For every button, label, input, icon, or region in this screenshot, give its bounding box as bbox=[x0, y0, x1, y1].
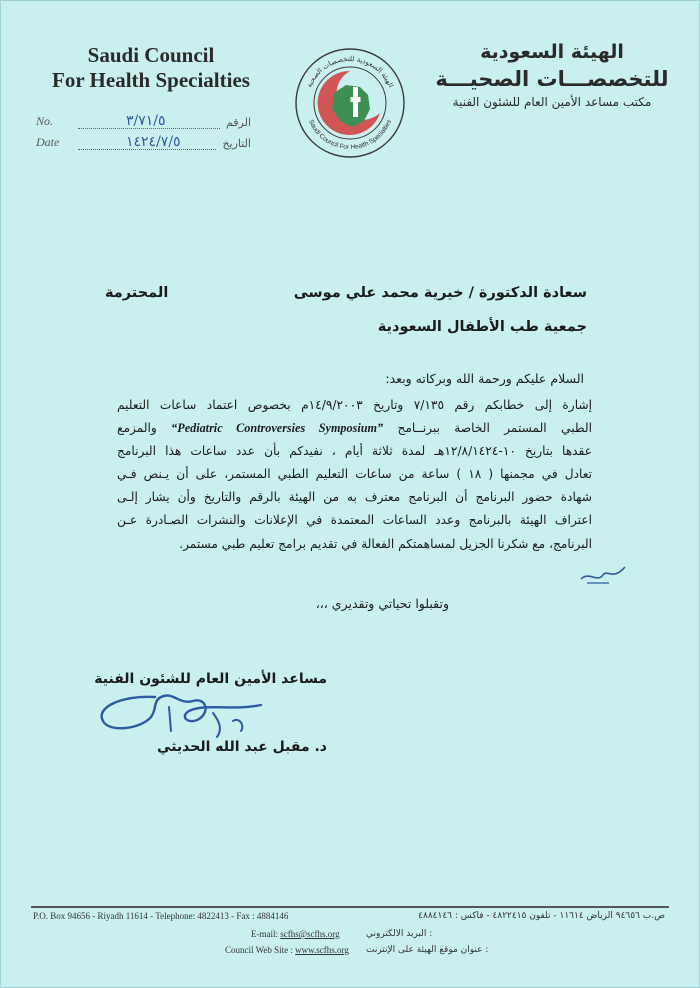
footer-email-label-ar: : البريد الالكتروني bbox=[366, 929, 433, 939]
org-name-arabic-line2: للتخصصـــات الصحيـــة bbox=[435, 67, 669, 91]
reference-date bbox=[36, 135, 251, 150]
footer-web-label-ar: : عنوان موقع الهيئة على الإنترنت bbox=[366, 945, 489, 955]
svg-text:الهيئة السعودية للتخصصات الصحي bbox=[305, 55, 394, 89]
org-name-arabic-line1: الهيئة السعودية bbox=[480, 41, 624, 63]
footer-address-ar: ص.ب ٩٤٦٥٦ الرياض ١١٦١٤ - تلفون ٤٨٢٢٤١٥ - فاكس : ٤٨٨٤١٤٦ bbox=[418, 911, 665, 921]
margin-annotation-icon bbox=[579, 561, 627, 587]
office-name: مكتب مساعد الأمين العام للشئون الفنية bbox=[452, 95, 652, 109]
date-label-ar: التاريخ bbox=[222, 137, 251, 150]
footer-website bbox=[225, 945, 349, 955]
footer-email-link[interactable]: scfhs@scfhs.org bbox=[280, 929, 340, 939]
ref-no-label-ar: الرقم bbox=[225, 116, 251, 129]
footer-web-link[interactable]: www.scfhs.org bbox=[295, 945, 349, 955]
ref-no-value: ٣/٧١/٥ bbox=[126, 113, 166, 129]
date-value: ١٤٢٤/٧/٥ bbox=[126, 134, 181, 150]
signatory-name: د. مقبل عبد الله الحديثي bbox=[157, 739, 327, 755]
body-line-7: البرنامج، مع شكرنا الجزيل لمساهمتكم الفعالة في تقديم برامج تعليم طبي مستمر. bbox=[179, 536, 592, 551]
footer-email bbox=[251, 929, 340, 939]
date-line bbox=[78, 135, 216, 150]
body-line-1: إشارة إلى خطابكم رقم ٧/١٣٥ وتاريخ ١٤/٩/٢٠٠٣م بخصوص اعتماد ساعات التعليم bbox=[117, 398, 592, 412]
body-line-3: عقدها بتاريخ ١٠-١٢/٨/١٤٢٤هـ لمدة ثلاثة أيام ، نفيدكم بأن عدد ساعات هذا البرنامج bbox=[117, 444, 592, 459]
closing: وتقبلوا تحياتي وتقديري ،،، bbox=[315, 596, 449, 611]
org-name-english-line1: Saudi Council bbox=[87, 43, 215, 67]
program-name: “Pediatric Controversies Symposium” bbox=[171, 421, 384, 436]
logo-ring-text-ar: الهيئة السعودية للتخصصات الصحية bbox=[305, 54, 395, 89]
body-line-6: اعتراف الهيئة بالبرنامج وعدد الساعات المعتمدة في الإعلانات والنشرات الصـادرة عـن bbox=[117, 513, 592, 528]
body-line-5: شهادة حضور البرنامج أن البرنامج معترف به من الهيئة بالرقم والتاريخ وأن يشار إلـى bbox=[117, 490, 592, 505]
council-logo-icon bbox=[294, 47, 406, 159]
footer-address-en: P.O. Box 94656 - Riyadh 11614 - Telephone: 4822413 - Fax : 4884146 bbox=[33, 911, 289, 921]
org-name-english bbox=[31, 43, 271, 93]
date-label-en: Date bbox=[36, 135, 60, 149]
addressee: سعادة الدكتورة / خيرية محمد علي موسى bbox=[293, 285, 587, 301]
footer-email-label: E-mail: bbox=[251, 929, 278, 939]
greeting: السلام عليكم ورحمة الله وبركاته وبعد: bbox=[385, 371, 584, 386]
body-line-2 bbox=[117, 417, 592, 440]
body-line-4: تعادل في مجمنها ( ١٨ ) ساعة من ساعات التعليم الطبي المستمر، على أن يـنص فـي bbox=[117, 467, 592, 482]
honorific: المحترمة bbox=[105, 285, 169, 301]
logo-ring-text: Saudi Council For Health Specialties bbox=[307, 118, 393, 152]
ref-no-line bbox=[78, 114, 220, 129]
org-name-english-line2: For Health Specialties bbox=[52, 68, 250, 92]
body-line-2-part-a: الطبي المستمر الخاصة ببرنــامج bbox=[397, 421, 592, 436]
footer-divider bbox=[31, 906, 669, 908]
signatory-title: مساعد الأمين العام للشئون الفنية bbox=[94, 671, 327, 687]
ref-no-label-en: No. bbox=[36, 114, 54, 128]
org-name-arabic bbox=[427, 39, 677, 111]
body-line-2-part-b: والمزمع bbox=[117, 421, 157, 436]
reference-number bbox=[36, 114, 251, 129]
letter-body bbox=[117, 394, 592, 556]
addressee-organization: جمعية طب الأطفال السعودية bbox=[377, 319, 587, 335]
footer-web-label: Council Web Site : bbox=[225, 945, 293, 955]
